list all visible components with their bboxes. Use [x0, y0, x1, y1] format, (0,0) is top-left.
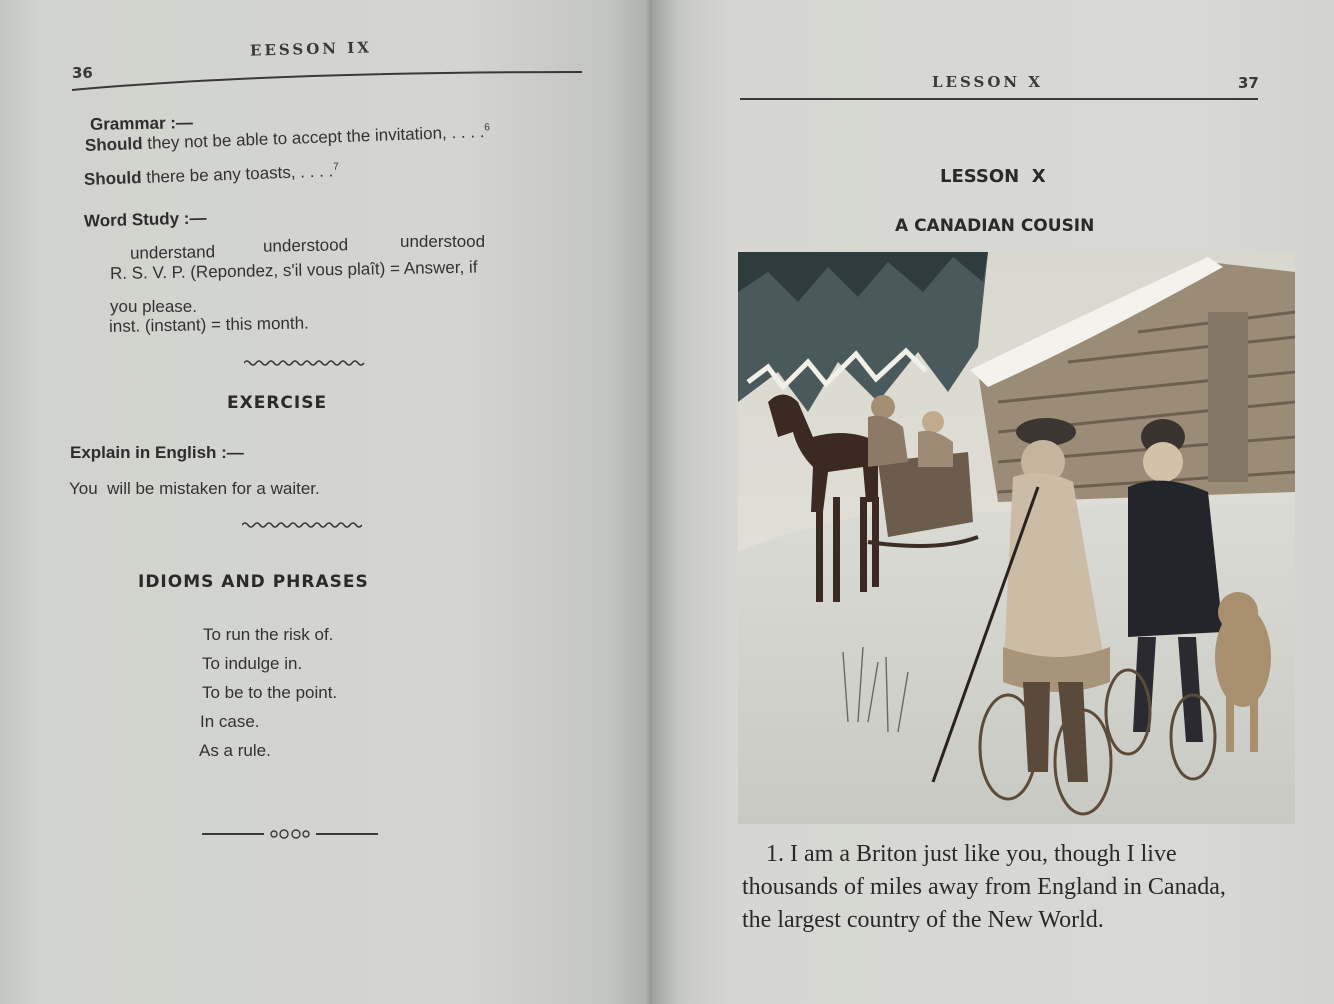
- paragraph-line: 1. I am a Briton just like you, though I live: [766, 841, 1177, 867]
- grammar-line-1-lead: Should: [84, 133, 143, 155]
- header-rule-left: [70, 66, 590, 94]
- grammar-label: Grammar :—: [89, 113, 194, 134]
- idiom-item: As a rule.: [199, 741, 271, 760]
- page-number-right: 37: [1238, 74, 1259, 92]
- word-study-rsvp-cont: you please.: [110, 297, 197, 316]
- winter-scene-illustration: [738, 252, 1295, 824]
- grammar-line-2-lead: Should: [83, 167, 142, 189]
- word-study-inst: inst. (instant) = this month.: [108, 313, 309, 336]
- running-head-right: LESSON X: [932, 73, 1043, 91]
- header-rule-right: [740, 96, 1260, 102]
- exercise-label: Explain in English :—: [70, 443, 244, 462]
- idioms-heading: IDIOMS AND PHRASES: [138, 572, 369, 592]
- idiom-item: In case.: [200, 712, 260, 731]
- grammar-line-2-note: 7: [332, 161, 339, 173]
- word-study-word-2: understood: [262, 235, 349, 256]
- word-study-word-3: understood: [400, 232, 486, 251]
- paragraph-line: thousands of miles away from England in Canada,: [742, 874, 1226, 900]
- idiom-item: To indulge in.: [202, 654, 303, 673]
- grammar-line-2: [84, 161, 340, 190]
- grammar-line-2-text: there be any toasts, . . . .: [145, 161, 334, 187]
- word-study-label: Word Study :—: [83, 208, 207, 231]
- exercise-heading: EXERCISE: [227, 393, 328, 413]
- running-head-left: EESSON IX: [249, 38, 373, 60]
- page-number-left: 36: [72, 64, 93, 82]
- lesson-subtitle: A CANADIAN COUSIN: [895, 216, 1095, 236]
- lesson-title: LESSON X: [940, 166, 1046, 187]
- idioms-list: [199, 620, 338, 765]
- end-ornament: [200, 826, 380, 842]
- left-page: [0, 0, 660, 1004]
- idiom-item: To run the risk of.: [203, 625, 334, 644]
- idiom-item: To be to the point.: [202, 683, 338, 702]
- grammar-line-1-note: 6: [484, 122, 491, 134]
- word-study-word-1: understand: [129, 242, 216, 263]
- wavy-divider-2: [242, 520, 362, 530]
- grammar-line-1-text: they not be able to accept the invitation, . . . .: [146, 122, 485, 153]
- exercise-sentence: You will be mistaken for a waiter.: [69, 479, 320, 498]
- paragraph-line: the largest country of the New World.: [742, 907, 1104, 933]
- word-study-rsvp: R. S. V. P. (Repondez, s'il vous plaît) = Answer, if: [109, 257, 478, 283]
- lesson-paragraph: [742, 838, 1226, 937]
- wavy-divider-1: [244, 358, 368, 368]
